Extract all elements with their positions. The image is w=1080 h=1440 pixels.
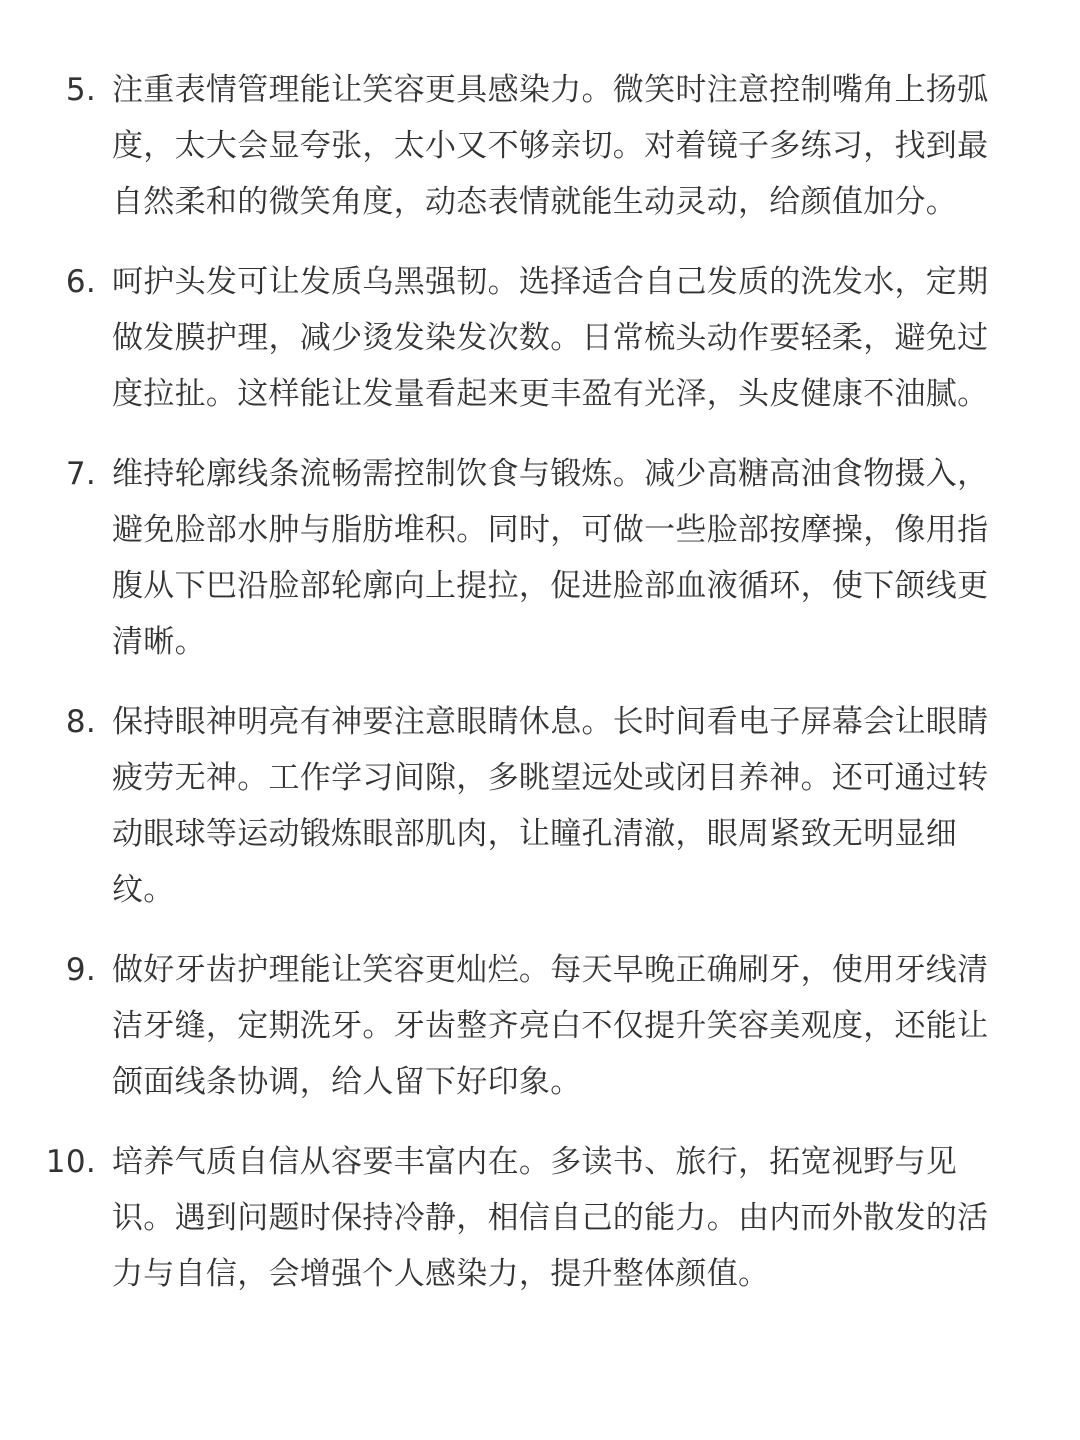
list-item xyxy=(0,446,1080,670)
list-item xyxy=(0,62,1080,230)
item-number: 8. xyxy=(65,704,96,740)
item-text: 呵护头发可让发质乌黑强韧。选择适合自己发质的洗发水，定期做发膜护理，减少烫发染发次数。日常梳头动作要轻柔，避免过度拉扯。这样能让发量看起来更丰盈有光泽，头皮健康不油腻。 xyxy=(112,264,989,412)
list-item xyxy=(0,942,1080,1110)
item-number: 7. xyxy=(65,456,96,492)
list-item xyxy=(0,1134,1080,1302)
item-text: 维持轮廓线条流畅需控制饮食与锻炼。减少高糖高油食物摄入，避免脸部水肿与脂肪堆积。同时，可做一些脸部按摩操，像用指腹从下巴沿脸部轮廓向上提拉，促进脸部血液循环，使下颌线更清晰。 xyxy=(112,456,989,660)
list-item xyxy=(0,694,1080,918)
tips-list xyxy=(0,62,1080,1326)
item-text: 保持眼神明亮有神要注意眼睛休息。长时间看电子屏幕会让眼睛疲劳无神。工作学习间隙，多眺望远处或闭目养神。还可通过转动眼球等运动锻炼眼部肌肉，让瞳孔清澈，眼周紧致无明显细纹。 xyxy=(112,704,989,908)
item-number: 10. xyxy=(45,1144,96,1180)
item-number: 6. xyxy=(65,264,96,300)
item-text: 培养气质自信从容要丰富内在。多读书、旅行，拓宽视野与见识。遇到问题时保持冷静，相信自己的能力。由内而外散发的活力与自信，会增强个人感染力，提升整体颜值。 xyxy=(112,1144,989,1292)
item-number: 5. xyxy=(65,72,96,108)
item-text: 做好牙齿护理能让笑容更灿烂。每天早晚正确刷牙，使用牙线清洁牙缝，定期洗牙。牙齿整齐亮白不仅提升笑容美观度，还能让颌面线条协调，给人留下好印象。 xyxy=(112,952,989,1100)
item-text: 注重表情管理能让笑容更具感染力。微笑时注意控制嘴角上扬弧度，太大会显夸张，太小又不够亲切。对着镜子多练习，找到最自然柔和的微笑角度，动态表情就能生动灵动，给颜值加分。 xyxy=(112,72,989,220)
item-number: 9. xyxy=(65,952,96,988)
list-item xyxy=(0,254,1080,422)
